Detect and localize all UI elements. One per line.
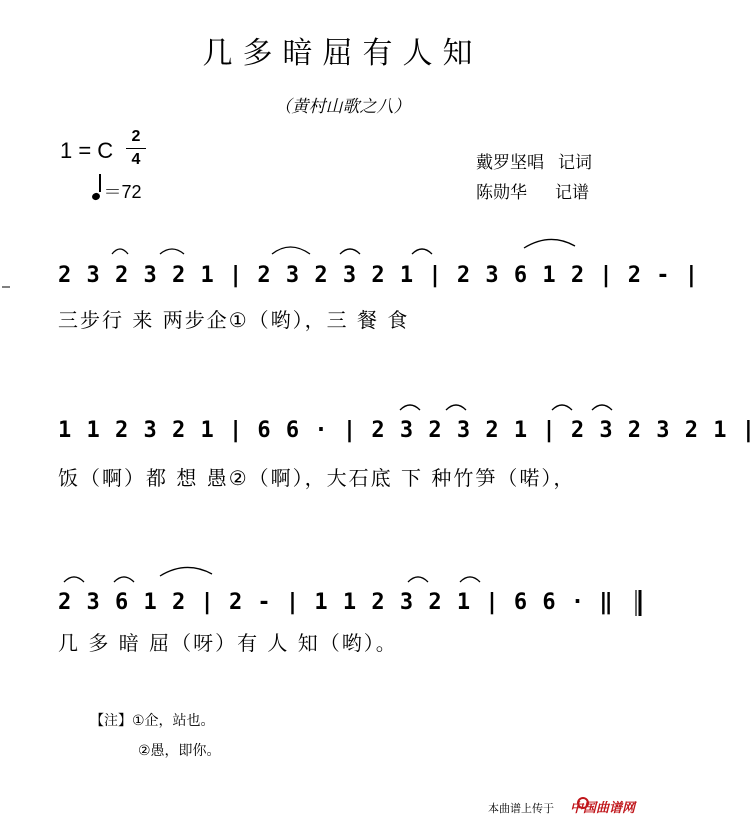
slur-mark [446,405,466,410]
slur-mark [592,405,612,410]
page-subtitle: （黄村山歌之八） [274,97,411,117]
slur-mark [114,577,134,582]
slur-mark [340,249,360,254]
slur-mark [160,567,212,576]
annotation-2: ②愚，即你。 [138,743,221,759]
notation-line-3: 2 3 6 1 2 | 2 - | 1 1 2 3 2 1 | 6 6 · ‖ [58,590,614,615]
page-title: 几多暗屈有人知 [202,36,483,71]
slur-mark [112,249,128,254]
slur-mark [412,249,432,254]
time-signature-bottom: 4 [131,151,141,168]
key-signature: 1 = C [60,138,114,163]
annotation-1: 【注】①企，站也。 [90,713,215,729]
slur-mark [272,247,310,254]
footer-credit [488,797,635,816]
footer-logo[interactable]: 中国曲谱网 [570,801,636,816]
slur-mark [400,405,420,410]
lyrics-line-3: 几 多 暗 屈（呀）有 人 知（哟）。 [58,631,398,655]
credit-name: 陈勋华 [476,183,527,202]
time-signature-top: 2 [131,128,141,145]
tempo-value: ＝72 [103,182,142,202]
slur-mark [460,577,480,582]
footer-text: 本曲谱上传于 [488,802,554,815]
notation-line-1: 2 3 2 3 2 1 | 2 3 2 3 2 1 | 2 3 6 1 2 | 2 - | [58,263,700,288]
slur-mark [64,577,84,582]
slur-mark [160,249,184,254]
credit-name: 戴罗坚唱 [476,153,544,172]
lyrics-line-1: 三步行 来 两步企①（哟），三 餐 食 [58,308,410,332]
notation-line-2: 1 1 2 3 2 1 | 6 6 · | 2 3 2 3 2 1 | 2 3 2 3 2 1 | [58,418,756,443]
credit-role: 记谱 [555,183,589,202]
slur-mark [524,239,575,248]
slur-mark [552,405,572,410]
slur-mark [408,577,428,582]
lyrics-line-2: 饭（啊）都 想 愚②（啊），大石底 下 种竹笋（喏）， [58,466,576,490]
credit-role: 记词 [558,153,592,172]
